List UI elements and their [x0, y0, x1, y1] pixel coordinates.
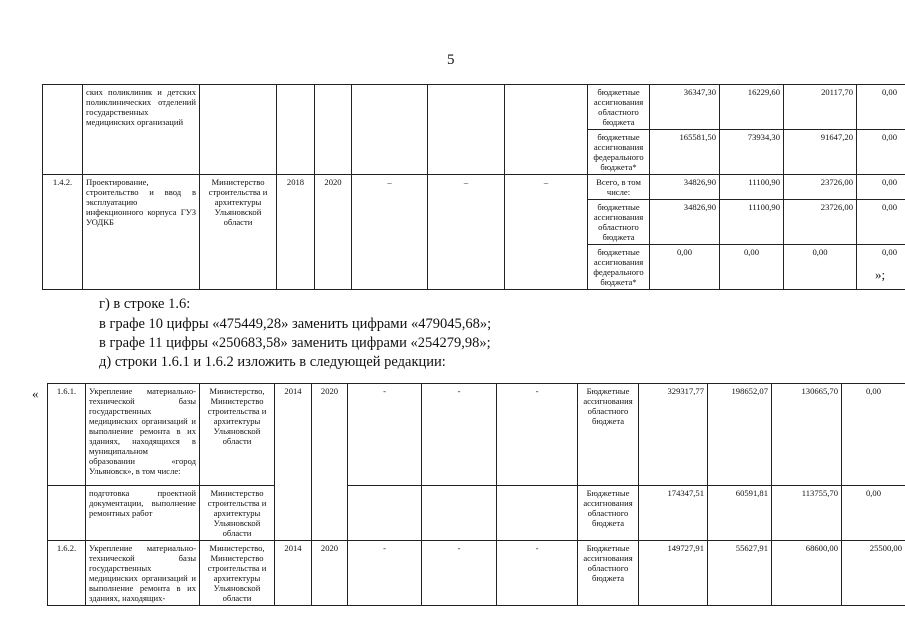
row-col6: – [352, 175, 428, 290]
row-ministry [200, 85, 277, 175]
row-col6 [352, 85, 428, 175]
paragraph-line: в графе 10 цифры «475449,28» заменить цифрами «479045,68»; [99, 316, 492, 332]
value-4: 0,00 [857, 85, 905, 130]
value-2: 198652,07 [708, 384, 772, 486]
value-4: 0,00 [857, 245, 905, 290]
table-row [43, 85, 905, 130]
row-col6 [348, 486, 422, 541]
row-number: 1.6.1. [48, 384, 86, 486]
row-name: Укрепление материально-технической базы государственных медицинских организаций и выполнение ремонта в их зданиях, находящихся в муниципальном образовании «город Ульяновск», в том числе: [86, 384, 200, 486]
row-year-end [315, 85, 352, 175]
value-total: 36347,30 [650, 85, 720, 130]
row-ministry: Министерство строительства и архитектуры Ульяновской области [200, 486, 275, 541]
row-col8 [505, 85, 588, 175]
row-year-end: 2020 [312, 541, 348, 606]
value-2: 73934,30 [720, 130, 784, 175]
funding-source: бюджетные ассигнования областного бюджета [588, 85, 650, 130]
value-4: 25500,00 [842, 541, 905, 606]
value-3: 0,00 [784, 245, 857, 290]
row-year-start: 2014 [275, 384, 312, 541]
paragraph-line: д) строки 1.6.1 и 1.6.2 изложить в следующей редакции: [99, 354, 446, 370]
paragraph-line: г) в строке 1.6: [99, 296, 191, 312]
value-total: 329317,77 [639, 384, 708, 486]
row-col6: - [348, 541, 422, 606]
page-number: 5 [447, 52, 455, 68]
opening-quote-mark: « [32, 386, 39, 401]
value-total: 165581,50 [650, 130, 720, 175]
row-ministry: Министерство, Министерство строительства и архитектуры Ульяновской области [200, 384, 275, 486]
row-name: ских поликлиник и детских поликлинических отделений государственных медицинских организаций [83, 85, 200, 175]
value-2: 0,00 [720, 245, 784, 290]
funding-source: Бюджетные ассигнования областного бюджета [578, 541, 639, 606]
value-4: 0,00 [842, 486, 905, 541]
value-3: 68600,00 [772, 541, 842, 606]
row-name: Укрепление материально-технической базы государственных медицинских организаций и выполнение ремонта в их зданиях, находящих- [86, 541, 200, 606]
value-total: 149727,91 [639, 541, 708, 606]
row-col8: – [505, 175, 588, 290]
value-4: 0,00 [842, 384, 905, 486]
value-3: 23726,00 [784, 175, 857, 200]
row-ministry: Министерство, Министерство строительства и архитектуры Ульяновской области [200, 541, 275, 606]
table-row [43, 175, 905, 200]
row-number [48, 486, 86, 541]
value-3: 113755,70 [772, 486, 842, 541]
value-total: 34826,90 [650, 175, 720, 200]
value-4: 0,00 [857, 175, 905, 200]
row-col8: - [497, 541, 578, 606]
row-col7 [422, 486, 497, 541]
row-col8 [497, 486, 578, 541]
row-col7: - [422, 541, 497, 606]
row-col7: – [428, 175, 505, 290]
budget-table-bottom [47, 383, 905, 606]
table-row [48, 541, 905, 606]
row-col7 [428, 85, 505, 175]
value-4: 0,00 [857, 200, 905, 245]
row-year-start [277, 85, 315, 175]
value-3: 130665,70 [772, 384, 842, 486]
funding-source: бюджетные ассигнования федерального бюджета* [588, 130, 650, 175]
funding-source: Бюджетные ассигнования областного бюджета [578, 384, 639, 486]
row-number [43, 85, 83, 175]
value-4: 0,00 [857, 130, 905, 175]
row-col6: - [348, 384, 422, 486]
row-year-end: 2020 [315, 175, 352, 290]
value-2: 16229,60 [720, 85, 784, 130]
row-name: Проектирование, строительство и ввод в эксплуатацию инфекционного корпуса ГУЗ УОДКБ [83, 175, 200, 290]
funding-source: бюджетные ассигнования областного бюджета [588, 200, 650, 245]
row-year-start: 2018 [277, 175, 315, 290]
value-2: 11100,90 [720, 175, 784, 200]
row-year-end: 2020 [312, 384, 348, 541]
budget-table-top [42, 84, 905, 290]
funding-source: Всего, в том числе: [588, 175, 650, 200]
row-number: 1.4.2. [43, 175, 83, 290]
row-number: 1.6.2. [48, 541, 86, 606]
value-3: 20117,70 [784, 85, 857, 130]
row-name: подготовка проектной документации, выполнение ремонтных работ [86, 486, 200, 541]
row-col8: - [497, 384, 578, 486]
row-col7: - [422, 384, 497, 486]
value-2: 60591,81 [708, 486, 772, 541]
value-2: 11100,90 [720, 200, 784, 245]
value-total: 34826,90 [650, 200, 720, 245]
table-row [48, 384, 905, 486]
value-3: 23726,00 [784, 200, 857, 245]
value-3: 91647,20 [784, 130, 857, 175]
value-total: 0,00 [650, 245, 720, 290]
table-row [48, 486, 905, 541]
closing-quote-mark: »; [875, 267, 886, 282]
funding-source: бюджетные ассигнования федерального бюджета* [588, 245, 650, 290]
funding-source: Бюджетные ассигнования областного бюджета [578, 486, 639, 541]
row-ministry: Министерство строительства и архитектуры Ульяновской области [200, 175, 277, 290]
value-total: 174347,51 [639, 486, 708, 541]
paragraph-line: в графе 11 цифры «250683,58» заменить цифрами «254279,98»; [99, 335, 491, 351]
value-2: 55627,91 [708, 541, 772, 606]
row-year-start: 2014 [275, 541, 312, 606]
